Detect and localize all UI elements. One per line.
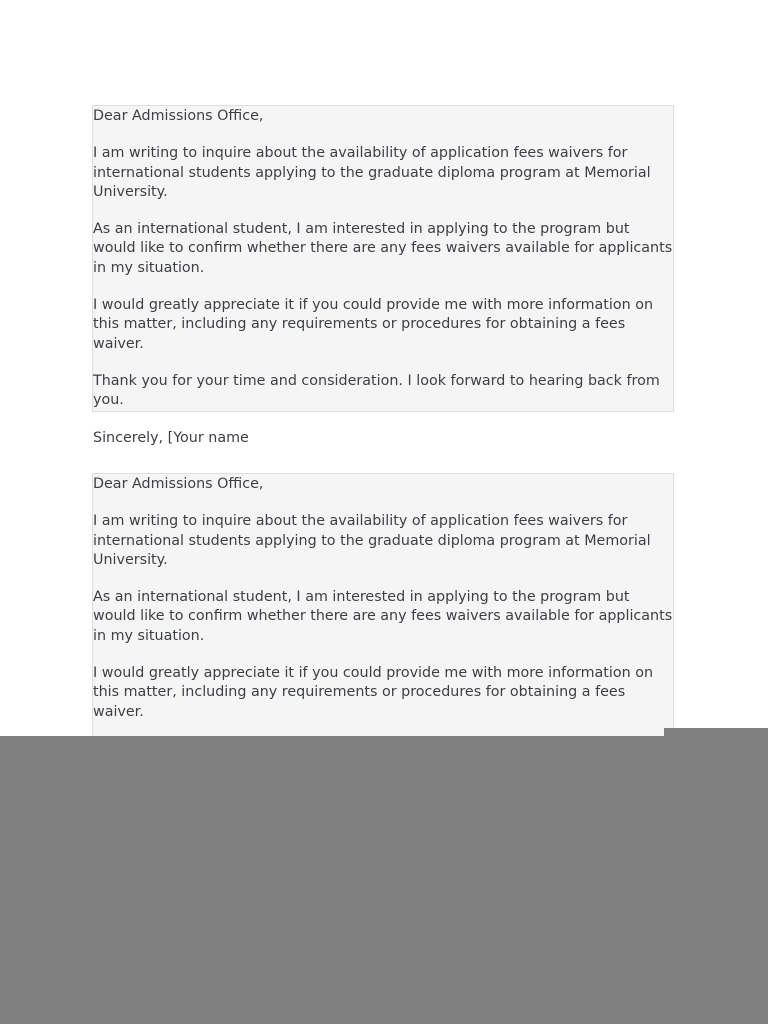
letter-paragraph-1: I am writing to inquire about the availability of application fees waivers for international students applying to the graduate diploma program at Memorial University. [93, 513, 651, 568]
gray-overlay [0, 736, 768, 1024]
letter-paragraph-2: As an international student, I am interested in applying to the program but would like to confirm whether there are any fees waivers available for applicants in my situation. [93, 221, 673, 276]
letter-closing: Sincerely, [Your name [93, 429, 249, 446]
letter-box-1 [92, 105, 674, 446]
letter-greeting: Dear Admissions Office, [93, 476, 264, 492]
letter-paragraph-4: Thank you for your time and consideration. I look forward to hearing back from you. [93, 372, 660, 409]
gray-overlay-notch [664, 728, 768, 736]
letter-paragraph-1: I am writing to inquire about the availability of application fees waivers for international students applying to the graduate diploma program at Memorial University. [93, 145, 651, 200]
letter-greeting: Dear Admissions Office, [93, 108, 264, 124]
letter-paragraph-2: As an international student, I am interested in applying to the program but would like to confirm whether there are any fees waivers available for applicants in my situation. [93, 589, 673, 644]
letter-paragraph-3: I would greatly appreciate it if you could provide me with more information on this matter, including any requirements or procedures for obtaining a fees waiver. [93, 297, 654, 352]
letter-box-2 [92, 473, 674, 773]
letter-paragraph-3: I would greatly appreciate it if you could provide me with more information on this matter, including any requirements or procedures for obtaining a fees waiver. [93, 665, 654, 720]
